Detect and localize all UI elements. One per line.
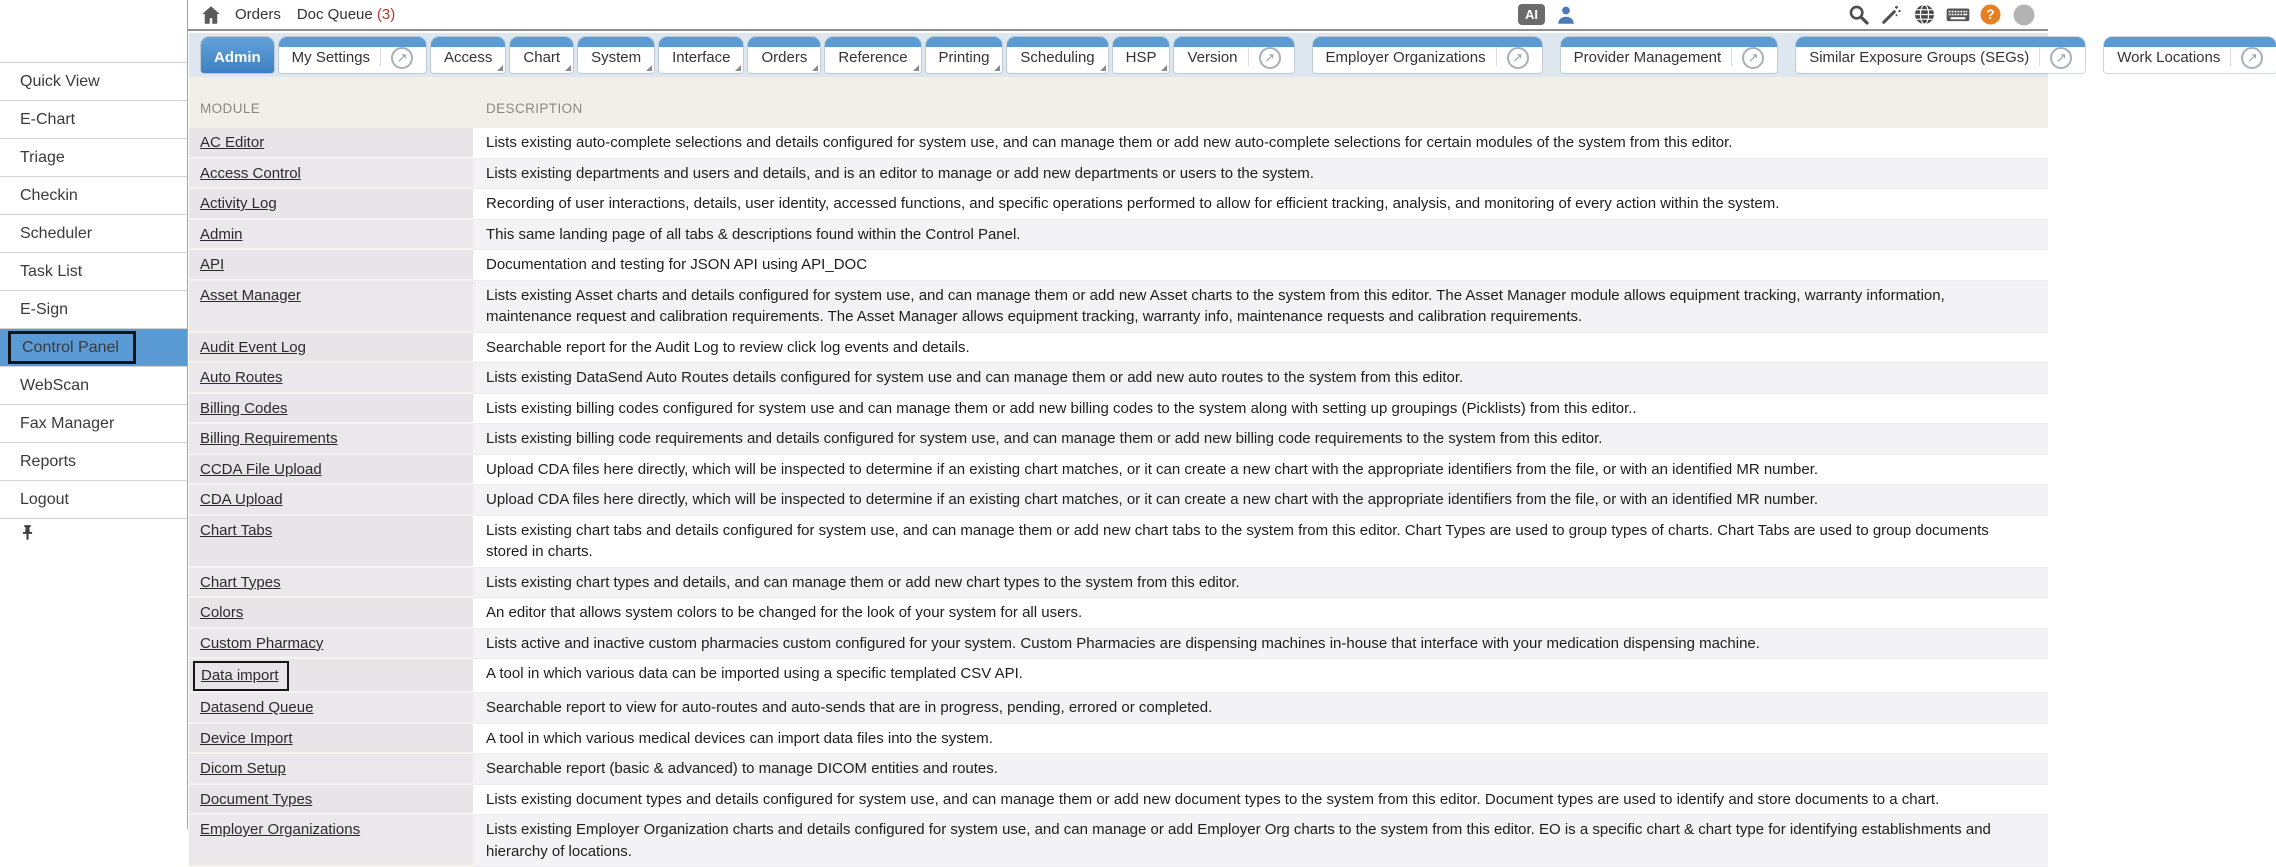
tab-label: Employer Organizations (1325, 49, 1486, 66)
sidebar-item-label: Logout (20, 491, 69, 508)
table-row (189, 516, 2048, 568)
popout-arrow-icon[interactable]: ↗ (1259, 47, 1281, 69)
tab-admin[interactable] (201, 37, 274, 73)
dropdown-corner-icon (497, 65, 503, 71)
module-link[interactable]: Employer Organizations (200, 821, 361, 838)
module-link[interactable]: Datasend Queue (200, 699, 314, 716)
dropdown-corner-icon (994, 65, 1000, 71)
module-link[interactable]: Colors (200, 604, 244, 621)
table-row (189, 568, 2048, 599)
popout-arrow-icon[interactable]: ↗ (1507, 47, 1529, 69)
tab-work-locations[interactable] (2104, 37, 2276, 73)
person-icon[interactable] (1555, 4, 1576, 25)
table-row (189, 128, 2048, 159)
tab-printing[interactable] (926, 37, 1003, 73)
table-row (189, 159, 2048, 190)
ai-badge[interactable]: AI (1518, 4, 1545, 25)
description-cell: Lists existing auto-complete selections and details configured for system use, and can manage them or add new auto-complete selections for certain modules of the system from this editor. (473, 128, 2048, 159)
module-link[interactable]: Admin (200, 225, 243, 243)
sidebar-item-label: Checkin (20, 187, 78, 204)
popout-arrow-icon[interactable]: ↗ (2050, 47, 2072, 69)
table-row (189, 189, 2048, 220)
description-cell: Lists existing DataSend Auto Routes details configured for system use and can manage them or add new auto routes to the system from this editor. (473, 363, 2048, 394)
description-cell: Lists existing chart tabs and details configured for system use, and can manage them or add new chart tabs to the system from this editor. Chart Types are used to group types of charts. Chart Tabs are used to group documents stored in charts. (473, 516, 2048, 568)
doc-queue-label: Doc Queue (296, 6, 373, 23)
dropdown-corner-icon (735, 65, 741, 71)
table-header-row (189, 77, 2048, 128)
sidebar-item-e-sign[interactable] (0, 290, 187, 328)
tab-employer-organizations[interactable] (1313, 37, 1542, 73)
tab-version[interactable] (1174, 37, 1293, 73)
tab-provider-management[interactable] (1561, 37, 1778, 73)
module-cell (189, 189, 473, 220)
sidebar-spacer (0, 0, 187, 62)
tab-label: Orders (761, 49, 808, 66)
table-row (189, 455, 2048, 486)
description-cell: Lists existing document types and details configured for system use, and can manage them or add new document types to the system from this editor. Document types are used to identify and store documents to a chart. (473, 785, 2048, 816)
table-row (189, 485, 2048, 516)
tab-hsp[interactable] (1113, 37, 1170, 73)
description-cell: Lists existing Asset charts and details configured for system use, and can manage them or add new Asset charts to the system from this editor. The Asset Manager module allows equipment tracking, warranty information, maintenance request and calibration requirements. The Asset Manager allows equipment tracking, warranty info, maintenance requests and calibration requirements. (473, 281, 2048, 333)
module-cell (189, 455, 473, 486)
module-cell (189, 159, 473, 190)
description-cell: An editor that allows system colors to be changed for the look of your system for all users. (473, 598, 2048, 629)
sidebar-item-label: Quick View (20, 73, 100, 90)
tab-label: Provider Management (1573, 49, 1722, 66)
module-link[interactable]: Chart Types (200, 573, 281, 591)
description-cell: Lists existing chart types and details, and can manage them or add new chart types to the system from this editor. (473, 568, 2048, 599)
table-row (189, 394, 2048, 425)
tab-label: Similar Exposure Groups (SEGs) (1809, 49, 2030, 66)
description-cell: Documentation and testing for JSON API using API_DOC (473, 250, 2048, 281)
module-link[interactable]: Billing Requirements (200, 430, 338, 447)
table-row (189, 333, 2048, 364)
globe-icon[interactable] (1914, 4, 1935, 25)
tab-my-settings[interactable] (279, 37, 426, 73)
module-cell (189, 785, 473, 816)
module-cell (189, 394, 473, 425)
module-link[interactable]: API (200, 256, 225, 273)
module-column-header: MODULE (200, 101, 261, 116)
module-cell (189, 485, 473, 516)
svg-text:?: ? (1986, 7, 1995, 23)
sidebar-item-label: E-Sign (20, 301, 69, 318)
module-cell (189, 424, 473, 455)
dropdown-corner-icon (812, 65, 818, 71)
dropdown-corner-icon (1161, 65, 1167, 71)
breadcrumb-orders[interactable]: Orders (235, 6, 281, 23)
description-cell: Upload CDA files here directly, which will be inspected to determine if an existing chart matches, or it can create a new chart with the appropriate identifiers from the file, or with an identified MR number. (473, 455, 2048, 486)
doc-queue-count-badge: (3) (376, 6, 396, 23)
tab-label: System (591, 49, 642, 66)
description-cell: A tool in which various medical devices can import data files into the system. (473, 724, 2048, 755)
tab-label: Work Locations (2117, 49, 2221, 66)
dropdown-corner-icon (646, 65, 652, 71)
popout-arrow-icon[interactable]: ↗ (1742, 47, 1764, 69)
module-cell (189, 659, 473, 693)
module-link[interactable]: Activity Log (200, 195, 277, 212)
module-link[interactable]: CDA Upload (200, 491, 283, 508)
module-cell (189, 693, 473, 724)
popout-arrow-icon[interactable]: ↗ (391, 47, 413, 69)
sidebar-item-label: Task List (20, 263, 83, 280)
sidebar-item-fax-manager[interactable] (0, 404, 187, 442)
table-row (189, 220, 2048, 251)
tab-label: Access (444, 49, 493, 66)
table-row (189, 424, 2048, 455)
tab-system[interactable] (578, 37, 654, 73)
description-cell: Lists existing Employer Organization charts and details configured for system use, and can manage or add Employer Org charts to the system from this editor. EO is a specific chart & chart type for identifying establishments and hierarchy of locations. (473, 815, 2048, 867)
description-cell: Searchable report for the Audit Log to review click log events and details. (473, 333, 2048, 364)
module-link[interactable]: Device Import (200, 729, 293, 747)
tab-scheduling[interactable] (1007, 37, 1107, 73)
description-cell: Lists existing departments and users and details, and is an editor to manage or add new departments or users to the system. (473, 159, 2048, 190)
table-row (189, 363, 2048, 394)
help-icon[interactable] (1980, 4, 2001, 25)
sidebar-item-triage[interactable] (0, 138, 187, 176)
sidebar-item-label: Scheduler (20, 225, 93, 242)
sidebar-item-logout[interactable] (0, 480, 187, 518)
module-cell (189, 333, 473, 364)
description-column-header: DESCRIPTION (486, 101, 583, 116)
dropdown-corner-icon (1100, 65, 1106, 71)
tab-access[interactable] (431, 37, 505, 73)
avatar-icon[interactable] (2013, 4, 2034, 25)
module-cell (189, 568, 473, 599)
search-icon[interactable] (1848, 4, 1869, 25)
sidebar-item-label: Reports (20, 453, 77, 470)
module-cell (189, 724, 473, 755)
module-link[interactable]: Document Types (200, 790, 313, 808)
module-cell (189, 220, 473, 251)
sidebar-item-webscan[interactable] (0, 366, 187, 404)
description-cell: Lists existing billing codes configured for system use and can manage them or add new billing codes to the system along with setting up groupings (Picklists) from this editor.. (473, 394, 2048, 425)
module-link[interactable]: Access Control (200, 164, 301, 182)
sidebar-item-scheduler[interactable] (0, 214, 187, 252)
module-cell (189, 281, 473, 333)
sidebar-item-label: Fax Manager (20, 415, 115, 432)
tab-orders[interactable] (748, 37, 820, 73)
module-link[interactable]: Billing Codes (200, 399, 288, 417)
tab-interface[interactable] (659, 37, 743, 73)
module-link[interactable]: Dicom Setup (200, 760, 286, 777)
sidebar-item-task-list[interactable] (0, 252, 187, 290)
description-cell: Searchable report to view for auto-routes and auto-sends that are in progress, pending, errored or completed. (473, 693, 2048, 724)
control-panel-content (189, 77, 2048, 860)
module-cell (189, 250, 473, 281)
home-icon[interactable] (201, 5, 221, 25)
module-cell (189, 516, 473, 568)
description-cell: Upload CDA files here directly, which will be inspected to determine if an existing chart matches, or it can create a new chart with the appropriate identifiers from the file, or with an identified MR number. (473, 485, 2048, 516)
table-row (189, 598, 2048, 629)
sidebar-item-label: WebScan (20, 377, 90, 394)
tab-label: Scheduling (1020, 49, 1095, 66)
module-cell (189, 815, 473, 867)
tab-bar (189, 33, 2258, 77)
tab-label: Reference (838, 49, 908, 66)
table-row (189, 250, 2048, 281)
table-row (189, 754, 2048, 785)
module-cell (189, 629, 473, 660)
tab-label: Printing (938, 49, 990, 66)
keyboard-icon[interactable] (1947, 4, 1968, 25)
description-cell: Searchable report (basic & advanced) to manage DICOM entities and routes. (473, 754, 2048, 785)
description-cell: This same landing page of all tabs & descriptions found within the Control Panel. (473, 220, 2048, 251)
table-row (189, 724, 2048, 755)
sidebar-item-label: Control Panel (8, 331, 136, 364)
description-cell: A tool in which various data can be imported using a specific templated CSV API. (473, 659, 2048, 693)
module-link[interactable]: Audit Event Log (200, 338, 306, 356)
sidebar-item-checkin[interactable] (0, 176, 187, 214)
table-row (189, 659, 2048, 693)
module-link[interactable]: Auto Routes (200, 369, 283, 386)
description-cell: Lists active and inactive custom pharmacies custom configured for your system. Custom Pharmacies are dispensing machines in-house that interface with your medication dispensing machine. (473, 629, 2048, 660)
tab-reference[interactable] (825, 37, 920, 73)
module-cell (189, 363, 473, 394)
module-link[interactable]: Chart Tabs (200, 521, 273, 539)
table-row (189, 629, 2048, 660)
tab-label: My Settings (291, 49, 371, 66)
dropdown-corner-icon (913, 65, 919, 71)
description-cell: Lists existing billing code requirements and details configured for system use, and can manage them or add new billing code requirements to the system from this editor. (473, 424, 2048, 455)
topbar-right-icons (1848, 4, 2034, 25)
sidebar-item-reports[interactable] (0, 442, 187, 480)
module-cell (189, 128, 473, 159)
module-cell (189, 754, 473, 785)
sidebar-item-e-chart[interactable] (0, 100, 187, 138)
module-link[interactable]: Asset Manager (200, 286, 301, 304)
tab-label: Chart (523, 49, 561, 66)
topbar-center-icons (1518, 4, 1576, 25)
sidebar-item-label: Triage (20, 149, 65, 166)
tab-label: Admin (214, 49, 261, 66)
tab-chart[interactable] (510, 37, 573, 73)
sidebar-pin-button[interactable] (0, 518, 187, 556)
tab-label: Interface (672, 49, 731, 66)
breadcrumb-doc-queue[interactable] (297, 6, 395, 23)
wand-icon[interactable] (1881, 4, 1902, 25)
tab-label: Version (1187, 49, 1238, 66)
table-row (189, 281, 2048, 333)
sidebar-item-quick-view[interactable] (0, 62, 187, 100)
table-row (189, 693, 2048, 724)
module-link[interactable]: AC Editor (200, 134, 265, 151)
module-cell (189, 598, 473, 629)
sidebar-item-label: E-Chart (20, 111, 76, 128)
module-link[interactable]: Data import (193, 661, 289, 691)
sidebar (0, 0, 188, 829)
dropdown-corner-icon (565, 65, 571, 71)
pin-icon (20, 517, 35, 554)
tab-label: HSP (1125, 49, 1157, 66)
popout-arrow-icon[interactable]: ↗ (2241, 47, 2263, 69)
module-link[interactable]: Custom Pharmacy (200, 634, 324, 652)
module-link[interactable]: CCDA File Upload (200, 460, 322, 478)
table-row (189, 785, 2048, 816)
description-cell: Recording of user interactions, details, user identity, accessed functions, and specific operations performed to allow for efficient tracking, analysis, and monitoring of every action within the system. (473, 189, 2048, 220)
table-row (189, 815, 2048, 867)
topbar (188, 0, 2048, 31)
tab-similar-exposure-groups-segs-[interactable] (1796, 37, 2085, 73)
sidebar-item-control-panel[interactable] (0, 328, 187, 366)
